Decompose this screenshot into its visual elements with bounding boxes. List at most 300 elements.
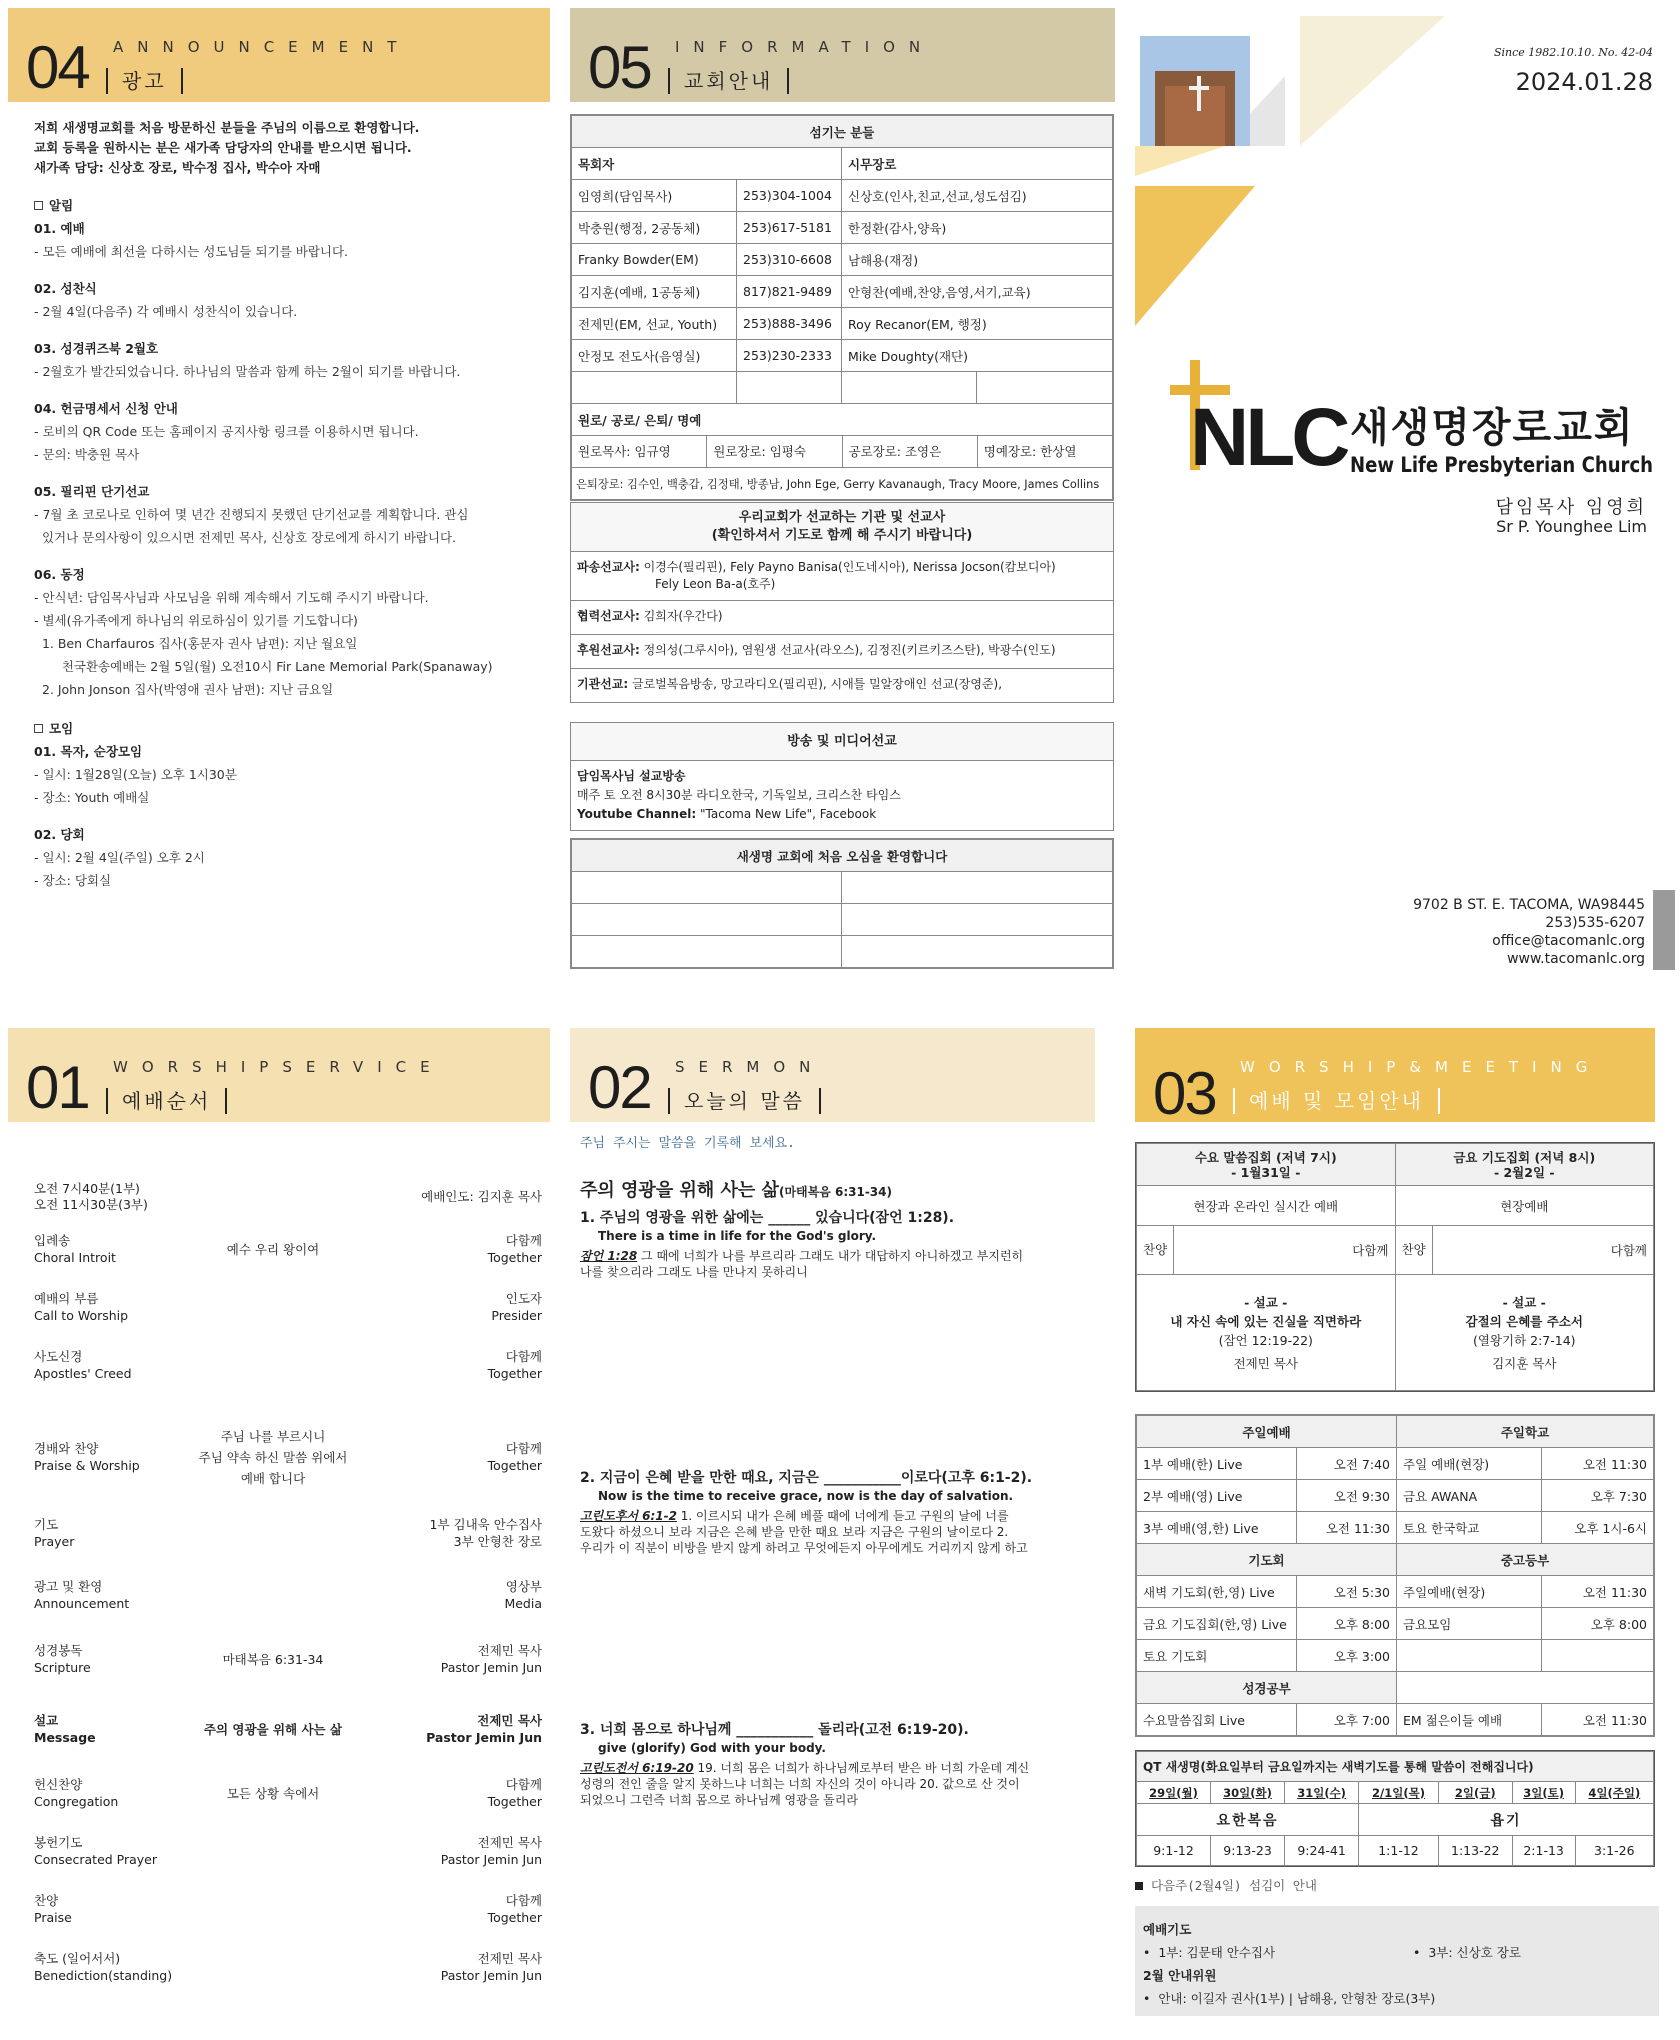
order-leader-line: Together xyxy=(487,1250,542,1265)
order-label xyxy=(34,1348,132,1382)
col-pastor: 목회자 xyxy=(572,148,842,180)
order-leader xyxy=(504,1578,542,1612)
bible-head-row xyxy=(1137,1672,1654,1704)
order-leader-line: 3부 안형찬 장로 xyxy=(453,1534,542,1549)
schedule-row xyxy=(1137,1448,1654,1480)
section-title-ko: 교회안내 xyxy=(668,68,789,94)
order-leader xyxy=(426,1712,542,1746)
schedule-row xyxy=(1137,1512,1654,1544)
schedule-time: 오전 11:30 xyxy=(1297,1512,1397,1544)
order-label-ko: 입례송 xyxy=(34,1233,71,1248)
worship-leader: 예배인도: 김지훈 목사 xyxy=(421,1189,542,1204)
wed-sermon-ref: (잠언 12:19-22) xyxy=(1218,1332,1313,1348)
order-label-en: Scripture xyxy=(34,1660,91,1675)
intro-line: 교회 등록을 원하시는 분은 새가족 담당자의 안내를 받으시면 됩니다. xyxy=(34,140,412,155)
section-title-en: SERMON xyxy=(675,1058,825,1076)
order-label-en: Prayer xyxy=(34,1534,75,1549)
schedule-head-row xyxy=(1137,1544,1654,1576)
qt-verse: 1:13-22 xyxy=(1438,1836,1512,1866)
church-cross-h xyxy=(1189,86,1209,90)
item-line: 천국환송예배는 2월 5일(월) 오전10시 Fir Lane Memorial Park(Spanaway) xyxy=(34,659,493,674)
elder-name: 안형찬(예배,찬양,음영,서기,교육) xyxy=(842,276,1113,308)
verse-line xyxy=(580,1776,1095,1792)
empty-cell xyxy=(572,372,737,404)
sermon-panel xyxy=(570,1028,1095,2033)
mission-value: 이경수(필리핀), Fely Payno Banisa(인도네시아), Nerissa Jocson(캄보디아) xyxy=(643,560,1056,574)
staff-phone: 253)310-6608 xyxy=(737,244,842,276)
next-week-text: 다음주(2월4일) 섬김이 안내 xyxy=(1151,1878,1317,1893)
schedule-time: 오후 1시-6시 xyxy=(1542,1512,1654,1544)
qt-title-row xyxy=(1137,1752,1654,1782)
cover-graphic xyxy=(1135,16,1455,336)
schedule-time: 오후 7:30 xyxy=(1542,1480,1654,1512)
media-title: 방송 및 미디어선교 xyxy=(571,723,1113,761)
item-title: 04. 헌금명세서 신청 안내 xyxy=(34,401,178,416)
fri-sermon-title: 감절의 은혜를 주소서 xyxy=(1465,1313,1583,1329)
fri-praise xyxy=(1395,1226,1654,1275)
elder-name: 남해용(재정) xyxy=(842,244,1113,276)
elder-name: 신상호(인사,친교,선교,성도섬김) xyxy=(842,180,1113,212)
elder-item: 원로장로: 임평숙 xyxy=(707,436,842,467)
point-heading: 2. 지금이 은혜 받을 만한 때요, 지금은 ___________이로다(고후 6:1-2). xyxy=(580,1470,1033,1486)
elders-grid xyxy=(572,436,1112,467)
qt-day: 30일(화) xyxy=(1211,1782,1285,1804)
order-leader-line: Media xyxy=(504,1596,542,1611)
staff-row xyxy=(572,276,1113,308)
order-leader xyxy=(491,1290,542,1324)
wed-sermon-label: - 설교 - xyxy=(1244,1294,1288,1310)
schedule-head: 주일예배 xyxy=(1137,1416,1397,1448)
verse-line xyxy=(580,1540,1095,1556)
verse-text: 19. 너희 몸은 너희가 하나님께로부터 받은 바 너희 가운데 계신 xyxy=(697,1761,1030,1775)
order-label-ko: 성경봉독 xyxy=(34,1643,83,1658)
section-number: 01 xyxy=(26,1054,89,1121)
staff-name: 박충원(행정, 2공동체) xyxy=(572,212,737,244)
schedule-time: 오후 8:00 xyxy=(1297,1608,1397,1640)
verse-ref: 고린도후서 6:1-2 xyxy=(580,1509,677,1523)
section-title-en: ANNOUNCEMENT xyxy=(113,38,411,56)
item-line: 2. John Jonson 집사(박영애 권사 남편): 지난 금요일 xyxy=(34,682,334,697)
praise-leader: 다함께 xyxy=(1352,1243,1389,1258)
section-number: 05 xyxy=(588,34,651,101)
staff-name: 임영희(담임목사) xyxy=(572,180,737,212)
serve-title: 섬기는 분들 xyxy=(572,116,1113,148)
schedule-name: 주일예배(현장) xyxy=(1397,1576,1542,1608)
item-line: - 안식년: 담임목사님과 사모님을 위해 계속해서 기도해 주시기 바랍니다. xyxy=(34,590,429,605)
order-content-line: 주님 약속 하신 말씀 위에서 xyxy=(198,1449,348,1465)
section-title-ko: 광고 xyxy=(106,68,183,94)
mission-row xyxy=(571,668,1113,702)
fri-type: 현장예배 xyxy=(1395,1186,1654,1226)
announcement-panel xyxy=(8,8,550,988)
mission-line xyxy=(577,559,1107,576)
order-content xyxy=(158,1239,388,1260)
fri-sermon xyxy=(1395,1275,1654,1391)
cover-panel xyxy=(1130,8,1675,988)
point-verse xyxy=(580,1760,1095,1808)
item-title: 05. 필리핀 단기선교 xyxy=(34,484,150,499)
point-english: give (glorify) God with your body. xyxy=(598,1741,826,1755)
address-line: 9702 B ST. E. TACOMA, WA98445 xyxy=(1413,897,1645,913)
church-cross-v xyxy=(1197,76,1201,111)
elder-name: 한정환(감사,양육) xyxy=(842,212,1113,244)
retired-elders: 은퇴장로: 김수인, 백충갑, 김정태, 방종남, John Ege, Gerry Kavanaugh, Tracy Moore, James Collins xyxy=(572,468,1113,500)
section-title-en: WORSHIPSERVICE xyxy=(113,1058,444,1076)
qt-days-row xyxy=(1137,1782,1654,1804)
media-box xyxy=(570,722,1114,831)
media-line2 xyxy=(577,805,1107,824)
verse-text: 우리가 이 직분이 비방을 받지 않게 하려고 무엇에든지 아무에게도 거리끼지 않게 하고 xyxy=(580,1541,1028,1555)
elder-item: 공로장로: 조영은 xyxy=(843,436,978,467)
qt-day: 3일(토) xyxy=(1512,1782,1575,1804)
item-title: 01. 목자, 순장모임 xyxy=(34,744,143,759)
meeting-panel xyxy=(1135,1028,1675,2033)
schedule-table xyxy=(1135,1414,1655,1737)
order-content-line: 예수 우리 왕이여 xyxy=(226,1241,320,1257)
qt-verse: 1:1-12 xyxy=(1359,1836,1439,1866)
order-content xyxy=(158,1783,388,1804)
item-line: - 장소: Youth 예배실 xyxy=(34,790,150,805)
order-leader xyxy=(430,1516,543,1550)
schedule-name: 수요말씀집회 Live xyxy=(1137,1704,1297,1736)
sermon-ref: (마태복음 6:31-34) xyxy=(778,1185,892,1199)
staff-phone: 253)230-2333 xyxy=(737,340,842,372)
order-leader-line: 다함께 xyxy=(505,1441,542,1456)
verse-line xyxy=(580,1792,1095,1808)
elders-title: 원로/ 공로/ 은퇴/ 명예 xyxy=(572,404,1113,436)
order-leader-line: Pastor Jemin Jun xyxy=(426,1730,542,1745)
qt-day: 2/1일(목) xyxy=(1359,1782,1439,1804)
order-content-line: 모든 상황 속에서 xyxy=(226,1785,320,1801)
section-heading-text: 알림 xyxy=(49,198,74,213)
next-week xyxy=(1135,1876,1317,1894)
schedule-name: 금요모임 xyxy=(1397,1608,1542,1640)
mission-subtitle: (확인하셔서 기도로 함께 해 주시기 바랍니다) xyxy=(711,528,973,543)
meeting-header xyxy=(1135,1028,1655,1127)
schedule-head: 성경공부 xyxy=(1137,1672,1397,1704)
nlc-logo xyxy=(1170,360,1370,480)
schedule-name: 1부 예배(한) Live xyxy=(1137,1448,1297,1480)
schedule-name: 금요 기도집회(한,영) Live xyxy=(1137,1608,1297,1640)
section-number: 02 xyxy=(588,1054,651,1121)
schedule-head-empty xyxy=(1397,1672,1654,1704)
pastor-ko: 담임목사 임영희 xyxy=(1495,497,1647,518)
section-number: 03 xyxy=(1153,1060,1216,1127)
order-leader xyxy=(441,1642,542,1676)
schedule-name: 금요 AWANA xyxy=(1397,1480,1542,1512)
verse-line xyxy=(580,1524,1095,1540)
order-leader-line: 다함께 xyxy=(505,1349,542,1364)
staff-table xyxy=(570,114,1114,501)
qt-verse: 2:1-13 xyxy=(1512,1836,1575,1866)
address-line: www.tacomanlc.org xyxy=(1507,951,1645,967)
schedule-row xyxy=(1137,1608,1654,1640)
staff-phone: 253)304-1004 xyxy=(737,180,842,212)
order-label-ko: 축도 (일어서서) xyxy=(34,1951,121,1966)
fri-sermon-label: - 설교 - xyxy=(1502,1294,1546,1310)
order-leader-line: 다함께 xyxy=(505,1893,542,1908)
verse-ref: 잠언 1:28 xyxy=(580,1249,638,1263)
staff-row xyxy=(572,212,1113,244)
item-line: - 로비의 QR Code 또는 홈페이지 공지사항 링크를 이용하시면 됩니다. xyxy=(34,424,419,439)
col-elder: 시무장로 xyxy=(842,148,1113,180)
prayer-3-text: 3부: 신상호 장로 xyxy=(1428,1945,1521,1960)
media-line1: 매주 토 오전 8시30분 라디오한국, 기독일보, 크리스찬 타임스 xyxy=(577,788,901,802)
mission-box xyxy=(570,502,1114,703)
mission-row xyxy=(571,600,1113,634)
order-leader-line: Together xyxy=(487,1458,542,1473)
verse-text: 성령의 전인 줄을 알지 못하느냐 너희는 너희 자신의 것이 아니라 20. 값으로 산 것이 xyxy=(580,1777,1020,1791)
sermon-point xyxy=(580,1208,1095,1280)
order-label-en: Congregation xyxy=(34,1794,119,1809)
order-leader-line: 영상부 xyxy=(505,1579,542,1594)
schedule-time: 오후 7:00 xyxy=(1297,1704,1397,1736)
order-leader-line: Pastor Jemin Jun xyxy=(440,1968,542,1983)
since-text: Since 1982.10.10. No. 42-04 xyxy=(1493,46,1653,59)
staff-name: 김지훈(예배, 1공동체) xyxy=(572,276,737,308)
information-header xyxy=(570,8,1115,102)
address-block xyxy=(1413,896,1645,968)
pastor-en: Sr P. Younghee Lim xyxy=(1496,517,1647,536)
staff-row xyxy=(572,308,1113,340)
order-leader xyxy=(488,1892,542,1926)
qt-verse: 9:13-23 xyxy=(1211,1836,1285,1866)
service-time-1: 오전 7시40분(1부) xyxy=(34,1181,140,1196)
schedule-row xyxy=(1137,1640,1654,1672)
qt-title: QT 새생명(화요일부터 금요일까지는 새벽기도를 통해 말씀이 전해집니다) xyxy=(1137,1752,1654,1782)
welcome-box xyxy=(570,838,1114,969)
square-bullet-icon xyxy=(1135,1882,1143,1890)
order-leader-line: 다함께 xyxy=(505,1777,542,1792)
media-content xyxy=(571,761,1113,830)
empty-cell xyxy=(842,372,977,404)
mission-row xyxy=(571,552,1113,600)
qt-verses-row xyxy=(1137,1836,1654,1866)
youtube-value: "Tacoma New Life", Facebook xyxy=(699,807,877,821)
order-leader-line: 전제민 목사 xyxy=(477,1643,542,1658)
schedule-time: 오전 9:30 xyxy=(1297,1480,1397,1512)
schedule-time xyxy=(1542,1640,1654,1672)
order-label-en: Message xyxy=(34,1730,96,1745)
order-leader-line: 다함께 xyxy=(505,1233,542,1248)
qt-table xyxy=(1135,1750,1655,1867)
youtube-key: Youtube Channel: xyxy=(577,807,697,821)
schedule-name: 토요 기도회 xyxy=(1137,1640,1297,1672)
item-title: 02. 당회 xyxy=(34,827,85,842)
welcome-cell xyxy=(572,936,842,968)
item-line: 있거나 문의사항이 있으시면 전제민 목사, 신상호 장로에게 하시기 바랍니다. xyxy=(34,530,457,545)
schedule-row xyxy=(1137,1480,1654,1512)
schedule-name: 토요 한국학교 xyxy=(1397,1512,1542,1544)
schedule-time: 오후 8:00 xyxy=(1542,1608,1654,1640)
item-line: - 문의: 박충원 목사 xyxy=(34,447,140,462)
usher-title: 2월 안내위원 xyxy=(1143,1968,1217,1983)
schedule-head: 주일학교 xyxy=(1397,1416,1654,1448)
order-content-line: 주님 나를 부르시니 xyxy=(220,1428,326,1444)
item-line: - 2월 4일(다음주) 각 예배시 성찬식이 있습니다. xyxy=(34,304,298,319)
section-title-ko: 오늘의 말씀 xyxy=(668,1088,821,1114)
sermon-title-text: 주의 영광을 위해 사는 삶 xyxy=(580,1180,779,1201)
order-label-ko: 기도 xyxy=(34,1517,59,1532)
order-label xyxy=(34,1578,129,1612)
qt-day: 29일(월) xyxy=(1137,1782,1211,1804)
bulletin-date: 2024.01.28 xyxy=(1515,68,1653,96)
usher-text: 안내: 이길자 권사(1부) | 남해용, 안형찬 장로(3부) xyxy=(1158,1991,1436,2006)
worship-header xyxy=(8,1028,550,1122)
order-label-en: Call to Worship xyxy=(34,1308,129,1323)
wed-date: - 1월31일 - xyxy=(1231,1164,1301,1180)
order-label xyxy=(34,1950,172,1984)
section-title-ko: 예배 및 모임안내 xyxy=(1233,1088,1440,1114)
wed-sermon-preacher: 전제민 목사 xyxy=(1233,1355,1298,1371)
order-leader-line: 인도자 xyxy=(505,1291,542,1306)
church-wall xyxy=(1165,86,1225,146)
qt-day: 4일(주일) xyxy=(1575,1782,1653,1804)
mission-key: 후원선교사: xyxy=(577,643,640,657)
midweek-table xyxy=(1135,1142,1655,1392)
staff-name: 전제민(EM, 선교, Youth) xyxy=(572,308,737,340)
staff-phone: 253)888-3496 xyxy=(737,308,842,340)
section-title-en: WORSHIP&MEETING xyxy=(1240,1058,1602,1076)
wed-type: 현장과 온라인 실시간 예배 xyxy=(1137,1186,1396,1226)
square-icon xyxy=(34,724,43,733)
mission-line xyxy=(577,608,1107,625)
mission-title xyxy=(571,503,1113,552)
verse-line xyxy=(580,1264,1095,1280)
order-label-ko: 봉헌기도 xyxy=(34,1835,83,1850)
empty-cell xyxy=(737,372,842,404)
order-label-en: Benediction(standing) xyxy=(34,1968,173,1983)
order-label xyxy=(34,1892,72,1926)
praise-label: 찬양 xyxy=(1396,1226,1433,1274)
order-leader-line: 전제민 목사 xyxy=(477,1951,542,1966)
order-label-en: Choral Introit xyxy=(34,1250,116,1265)
staff-phone: 253)617-5181 xyxy=(737,212,842,244)
worship-panel xyxy=(8,1028,550,2033)
square-icon xyxy=(34,201,43,210)
side-bar xyxy=(1653,890,1675,970)
schedule-time: 오전 11:30 xyxy=(1542,1576,1654,1608)
section-heading-text: 모임 xyxy=(49,721,74,736)
order-content-line: 주의 영광을 위해 사는 삶 xyxy=(203,1721,343,1737)
point-heading: 3. 너희 몸으로 하나님께 ___________ 돌리라(고전 6:19-20). xyxy=(580,1722,969,1738)
fri-sermon-ref: (열왕기하 2:7-14) xyxy=(1472,1332,1576,1348)
order-label xyxy=(34,1834,157,1868)
elder-item: 원로목사: 임규영 xyxy=(572,436,707,467)
schedule-head: 기도회 xyxy=(1137,1544,1397,1576)
mission-list xyxy=(571,552,1113,702)
gold-triangle-small xyxy=(1135,146,1225,176)
staff-name: 안정모 전도사(음영실) xyxy=(572,340,737,372)
wed-title xyxy=(1137,1144,1396,1186)
usher-row: • 안내: 이길자 권사(1부) | 남해용, 안형찬 장로(3부) xyxy=(1143,1991,1436,2006)
media-key: 담임목사님 설교방송 xyxy=(577,769,686,783)
order-label xyxy=(34,1776,118,1810)
announcement-body xyxy=(34,118,544,892)
item-line: - 7월 초 코로나로 인하여 몇 년간 진행되지 못했던 단기선교를 계획합니다. 관심 xyxy=(34,507,469,522)
service-time-2: 오전 11시30분(3부) xyxy=(34,1197,148,1212)
schedule-name: 주일 예배(현장) xyxy=(1397,1448,1542,1480)
schedule-time: 오전 11:30 xyxy=(1542,1704,1654,1736)
elders-cell xyxy=(572,436,1113,468)
sermon-title xyxy=(580,1176,892,1202)
item-title: 01. 예배 xyxy=(34,221,85,236)
order-label-ko: 경배와 찬양 xyxy=(34,1441,99,1456)
item-line: - 일시: 1월28일(오늘) 오후 1시30분 xyxy=(34,767,237,782)
schedule-time: 오전 11:30 xyxy=(1542,1448,1654,1480)
verse-line xyxy=(580,1508,1095,1524)
order-label-ko: 헌신찬양 xyxy=(34,1777,83,1792)
staff-row xyxy=(572,340,1113,372)
information-panel xyxy=(570,8,1115,988)
point-verse xyxy=(580,1248,1095,1280)
order-label-ko: 예배의 부름 xyxy=(34,1291,99,1306)
order-leader xyxy=(488,1776,542,1810)
point-verse xyxy=(580,1508,1095,1556)
qt-book: 욥기 xyxy=(1359,1804,1654,1836)
elders-title-row xyxy=(572,404,1113,436)
order-label xyxy=(34,1516,74,1550)
prayer-3: • 3부: 신상호 장로 xyxy=(1413,1945,1521,1960)
fri-title xyxy=(1395,1144,1654,1186)
sermon-point xyxy=(580,1720,1095,1808)
mission-key: 파송선교사: xyxy=(577,560,640,574)
order-content xyxy=(158,1649,388,1670)
schedule-name xyxy=(1397,1640,1542,1672)
order-label xyxy=(34,1712,96,1746)
order-label-en: Consecrated Prayer xyxy=(34,1852,158,1867)
elder-name: Roy Recanor(EM, 행정) xyxy=(842,308,1113,340)
schedule-head: 중고등부 xyxy=(1397,1544,1654,1576)
church-name-ko: 새생명장로교회 xyxy=(1350,405,1635,451)
order-leader-line: Pastor Jemin Jun xyxy=(440,1852,542,1867)
announcement-header xyxy=(8,8,550,102)
fri-title-text: 금요 기도집회 (저녁 8시) xyxy=(1453,1149,1596,1165)
order-label-ko: 광고 및 환영 xyxy=(34,1579,103,1594)
empty-cell xyxy=(977,372,1113,404)
schedule-name: EM 젊은이들 예배 xyxy=(1397,1704,1542,1736)
verse-text: 1. 이르시되 내가 은혜 베풀 때에 너에게 듣고 구원의 날에 너를 xyxy=(680,1509,1009,1523)
schedule-time: 오전 7:40 xyxy=(1297,1448,1397,1480)
qt-verse: 9:1-12 xyxy=(1137,1836,1211,1866)
order-content xyxy=(158,1426,388,1489)
point-heading: 1. 주님의 영광을 위한 삶에는 ______ 있습니다(잠언 1:28). xyxy=(580,1210,955,1226)
verse-text: 되었으니 그런즉 너희 몸으로 하나님께 영광을 돌리라 xyxy=(580,1793,858,1807)
schedule-name: 3부 예배(영,한) Live xyxy=(1137,1512,1297,1544)
order-leader-line: Presider xyxy=(491,1308,542,1323)
qt-day: 2일(금) xyxy=(1438,1782,1512,1804)
item-title: 03. 성경퀴즈북 2월호 xyxy=(34,341,159,356)
point-english: There is a time in life for the God's glory. xyxy=(598,1229,877,1243)
item-line: - 별세(유가족에게 하나님의 위로하심이 있기를 기도합니다) xyxy=(34,613,358,628)
item-title: 02. 성찬식 xyxy=(34,281,97,296)
mission-key: 협력선교사: xyxy=(577,609,640,623)
verse-text: 그 때에 너희가 나를 부르리라 그래도 내가 대답하지 아니하겠고 부지런히 xyxy=(641,1249,1024,1263)
mission-line xyxy=(577,676,1107,693)
prayer-row xyxy=(1143,1941,1651,1964)
order-content xyxy=(158,1719,388,1740)
retired-row xyxy=(572,468,1113,500)
section-title-ko: 예배순서 xyxy=(106,1088,227,1114)
praise-label: 찬양 xyxy=(1137,1226,1174,1274)
elder-item: 명예장로: 한상열 xyxy=(983,444,1077,459)
welcome-cell xyxy=(572,904,842,936)
order-label-en: Praise & Worship xyxy=(34,1458,140,1473)
gold-triangle-large xyxy=(1135,186,1255,326)
staff-phone: 817)821-9489 xyxy=(737,276,842,308)
point-english: Now is the time to receive grace, now is the day of salvation. xyxy=(598,1489,1014,1503)
order-label-ko: 사도신경 xyxy=(34,1349,83,1364)
